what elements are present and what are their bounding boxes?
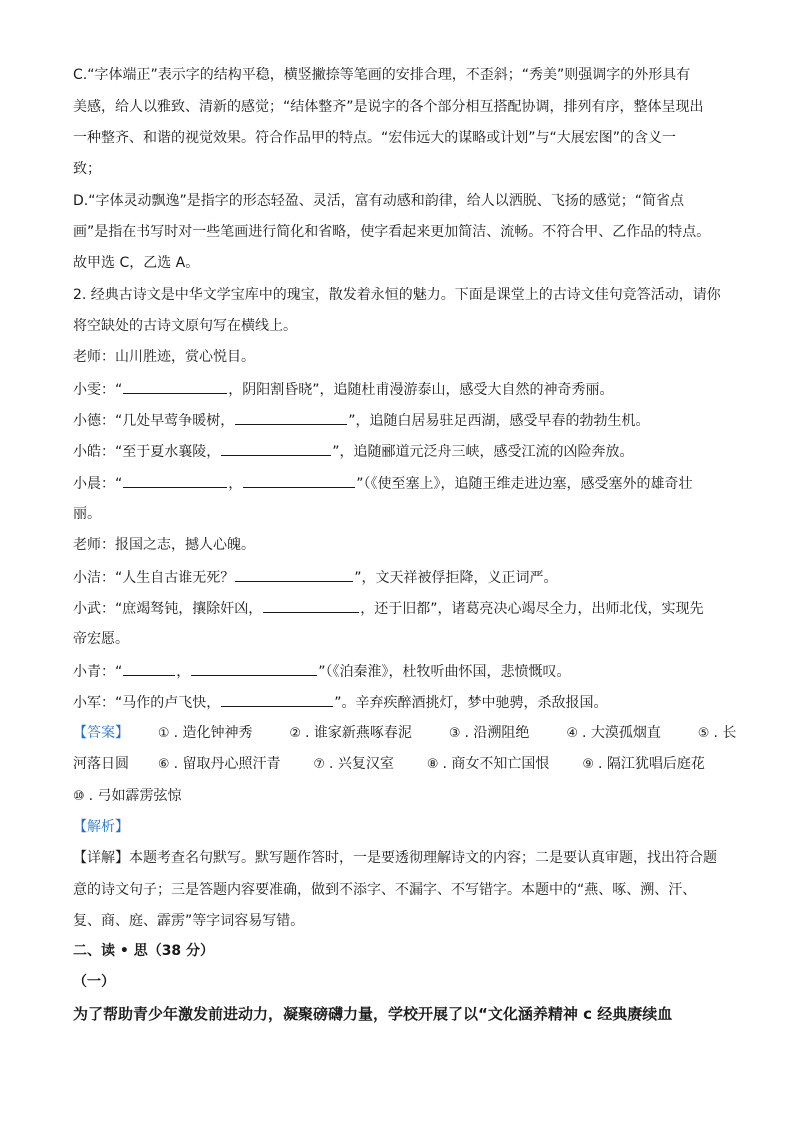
- answer-text-5-cont: 河落日圆: [73, 756, 129, 772]
- answer-line-2: [73, 754, 723, 775]
- analysis-detail-3: 复、商、庭、霹雳”等字词容易写错。: [73, 913, 305, 929]
- answer-text-3: . 沿溯阻绝: [464, 725, 530, 741]
- xiaojun-line: 小军：“马作的卢飞快， ”。辛弃疾醉酒挑灯，梦中驰骋，杀敌报国。: [73, 692, 723, 713]
- answer-blank-6[interactable]: [235, 567, 353, 582]
- option-d-conclusion: 故甲选 C，乙选 A。: [73, 255, 200, 271]
- answer-text-1: . 造化钟神秀: [173, 725, 253, 741]
- answer-num-3: ③: [448, 726, 461, 741]
- answer-blank-8[interactable]: [123, 661, 175, 676]
- option-d-line-1: D.“字体灵动飘逸”是指字的形态轻盈、灵活，富有动感和韵律，给人以洒脱、飞扬的感觉；“简省点: [73, 193, 684, 209]
- answer-num-7: ⑦: [313, 757, 326, 772]
- section-subtitle: （一）: [73, 974, 115, 990]
- xiaowu-line: 小武：“庶竭驽钝，攘除奸凶， ，还于旧都”，诸葛亮决心竭尽全力，出师北伐，实现先: [73, 598, 723, 619]
- answer-blank-7[interactable]: [263, 598, 359, 613]
- answer-num-9: ⑨: [582, 757, 594, 772]
- answer-text-5: . 长: [713, 725, 737, 741]
- answer-blank-3[interactable]: [221, 441, 331, 456]
- xiaode-line: 小德：“几处早莺争暖树， ”，追随白居易驻足西湖，感受早春的勃勃生机。: [73, 410, 723, 431]
- answer-label: 【答案】: [73, 725, 129, 741]
- analysis-detail-2: 意的诗文句子；三是答题内容要准确，做到不添字、不漏字、不写错字。本题中的“燕、啄、溯、汗、: [73, 882, 697, 898]
- answer-text-4: . 大漠孤烟直: [581, 725, 661, 741]
- answer-num-8: ⑧: [426, 757, 439, 772]
- section-title: 二、读 • 思（38 分）: [73, 943, 215, 959]
- answer-num-2: ②: [289, 726, 302, 741]
- xiaohao-line: 小皓：“至于夏水襄陵， ”，追随郦道元泛舟三峡，感受江流的凶险奔放。: [73, 441, 723, 462]
- answer-text-10: . 弓如霹雳弦惊: [88, 788, 182, 804]
- xiaoqing-line: 小青：“ ， ”（《泊秦淮》，杜牧听曲怀国，悲愤慨叹。: [73, 661, 723, 682]
- answer-blank-5[interactable]: [243, 473, 355, 488]
- answer-blank-10[interactable]: [221, 692, 333, 707]
- option-d-line-2: 画”是指在书写时对一些笔画进行简化和省略，使字看起来更加简洁、流畅。不符合甲、乙作品的特点。: [73, 224, 711, 240]
- answer-blank-9[interactable]: [191, 661, 317, 676]
- question-2-line-2: 将空缺处的古诗文原句写在横线上。: [73, 318, 297, 334]
- answer-num-1: ①: [157, 726, 170, 741]
- answer-blank-1[interactable]: [123, 379, 227, 394]
- analysis-detail-1: 【详解】本题考查名句默写。默写题作答时，一是要透彻理解诗文的内容；二是要认真审题，找出符合题: [73, 850, 717, 866]
- answer-blank-4[interactable]: [123, 473, 227, 488]
- answer-num-6: ⑥: [157, 757, 170, 772]
- option-c-line-1: C.“字体端正”表示字的结构平稳，横竖撇捺等笔画的安排合理，不歪斜；“秀美”则强调字的外形具有: [73, 67, 691, 83]
- answer-num-4: ④: [566, 726, 578, 741]
- answer-blank-2[interactable]: [235, 410, 347, 425]
- xiaojie-line: 小洁：“人生自古谁无死？ ”，文天祥被俘拒降，义正词严。: [73, 567, 723, 588]
- section-lead: 为了帮助青少年激发前进动力，凝聚磅礴力量，学校开展了以“文化涵养精神 c 经典赓续血: [73, 1005, 673, 1023]
- answer-num-10: ⑩: [73, 789, 85, 804]
- answer-text-2: . 谁家新燕啄春泥: [305, 725, 412, 741]
- answer-text-6: . 留取丹心照汗青: [173, 756, 281, 772]
- xiaowu-line-cont: 帝宏愿。: [73, 631, 129, 647]
- answer-text-7: . 兴复汉室: [329, 756, 394, 772]
- question-2-line-1: 2. 经典古诗文是中华文学宝库中的瑰宝，散发着永恒的魅力。下面是课堂上的古诗文佳句竞答活动，请你: [73, 287, 721, 303]
- xiaochen-line-cont: 丽。: [73, 506, 101, 522]
- teacher-line-2: 老师：报国之志，撼人心魄。: [73, 537, 255, 553]
- option-c-line-4: 致；: [73, 161, 101, 177]
- answer-text-9: . 隔江犹唱后庭花: [597, 756, 705, 772]
- answer-text-8: . 商女不知亡国恨: [442, 756, 550, 772]
- teacher-line-1: 老师：山川胜迹，赏心悦目。: [73, 349, 255, 365]
- answer-line-1: [73, 723, 737, 744]
- xiaochen-line: 小晨：“ ， ”（《使至塞上》，追随王维走进边塞，感受塞外的雄奇壮: [73, 473, 723, 494]
- xiaowen-line: 小雯：“ ，阴阳割昏晓”，追随杜甫漫游泰山，感受大自然的神奇秀丽。: [73, 379, 723, 400]
- answer-line-3: [73, 786, 723, 807]
- option-c-line-3: 一种整齐、和谐的视觉效果。符合作品甲的特点。“宏伟远大的谋略或计划”与“大展宏图”的含义一: [73, 130, 677, 146]
- analysis-label: 【解析】: [73, 819, 129, 835]
- option-c-line-2: 美感，给人以雅致、清新的感觉；“结体整齐”是说字的各个部分相互搭配协调，排列有序，整体呈现出: [73, 99, 704, 115]
- answer-num-5: ⑤: [697, 726, 710, 741]
